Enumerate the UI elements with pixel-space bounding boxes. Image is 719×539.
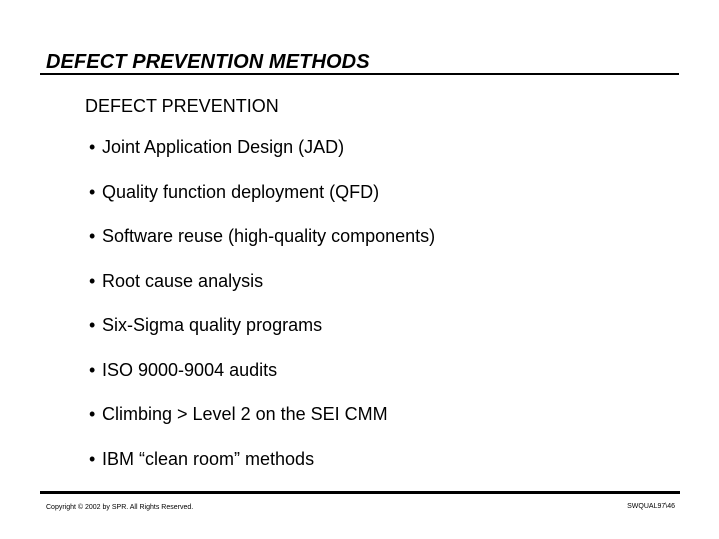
bullet-item	[89, 404, 435, 449]
bullet-icon: •	[89, 181, 96, 202]
footer-divider	[40, 491, 680, 494]
bullet-item	[89, 271, 435, 316]
bullet-text: Six-Sigma quality programs	[102, 315, 323, 335]
bullet-item	[89, 182, 435, 227]
bullet-icon: •	[89, 404, 96, 424]
bullet-icon: •	[89, 448, 96, 469]
bullet-item	[89, 315, 435, 360]
slide-code: SWQUAL97\46	[627, 503, 675, 510]
copyright-notice: Copyright © 2002 by SPR. All Rights Reserved.	[46, 504, 194, 511]
bullet-item	[89, 226, 435, 271]
bullet-text: Software reuse (high-quality components)	[102, 226, 436, 246]
bullet-text: Quality function deployment (QFD)	[102, 181, 380, 202]
bullet-text: Root cause analysis	[102, 270, 264, 291]
bullet-text: IBM “clean room” methods	[102, 448, 315, 469]
title-underline	[40, 73, 679, 75]
bullet-icon: •	[89, 359, 96, 380]
bullet-item	[89, 449, 435, 494]
bullet-icon: •	[89, 270, 96, 291]
bullet-icon: •	[89, 226, 96, 246]
bullet-item	[89, 137, 435, 182]
bullet-text: ISO 9000-9004 audits	[102, 359, 278, 380]
bullet-item	[89, 360, 435, 405]
slide-title: DEFECT PREVENTION METHODS	[46, 51, 370, 73]
bullet-text: Joint Application Design (JAD)	[102, 137, 345, 157]
bullet-icon: •	[89, 137, 96, 157]
bullet-list	[89, 137, 435, 493]
bullet-text: Climbing > Level 2 on the SEI CMM	[102, 404, 388, 424]
section-subheading: DEFECT PREVENTION	[85, 96, 279, 116]
bullet-icon: •	[89, 315, 96, 335]
